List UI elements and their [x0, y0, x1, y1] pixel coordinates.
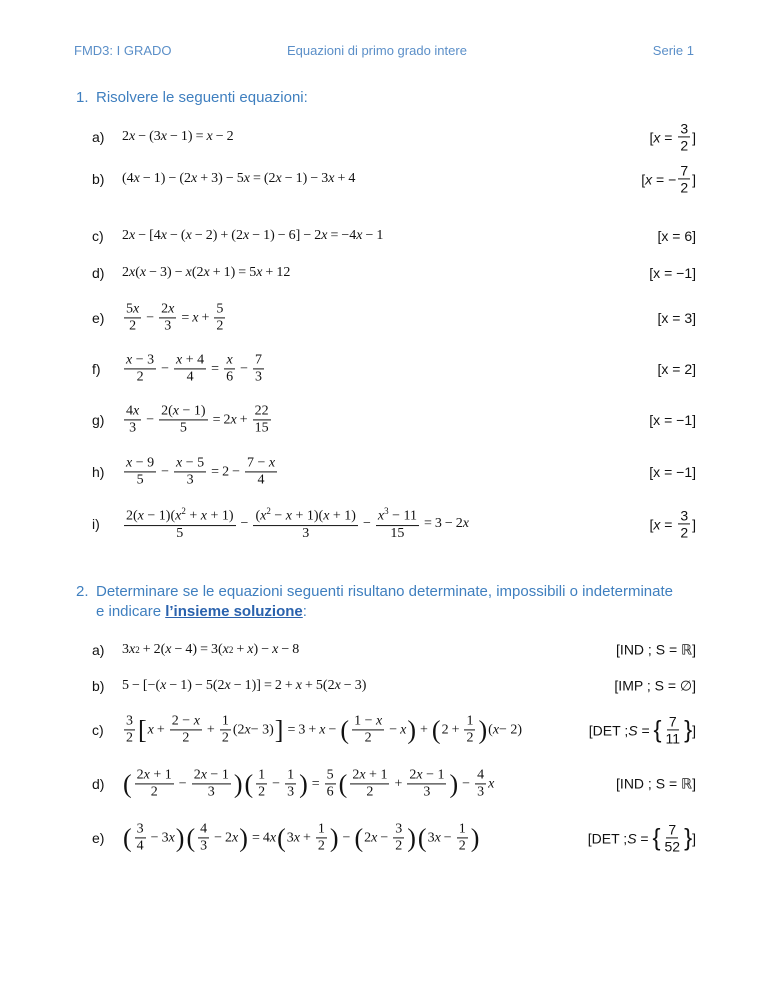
answer: [ x = 3 2 ] — [649, 507, 696, 541]
section-number: 1. — [76, 89, 89, 106]
answer: [IND ; S = ℝ] — [616, 641, 696, 658]
answer: [x = 6] — [657, 228, 696, 244]
exercise-label: a) — [92, 642, 105, 658]
answer: [IMP ; S = ∅] — [614, 677, 696, 694]
section-2-heading — [76, 582, 673, 622]
equation: $2(x - 1)(x^2 + x + 1)$ 5 − $\frac{(x^2 - x + 1)(x + 1)}{3}$ − $\frac{x^3 - 11}{15}$ = 3 − 2 x — [126, 506, 470, 541]
header-left: FMD3: I GRADO — [74, 43, 172, 58]
header-title: Equazioni di primo grado intere — [287, 43, 467, 58]
exercise-label: h) — [92, 464, 105, 480]
exercise-row — [92, 398, 696, 442]
equation: 3 x 2 + 2( x − 4) = 3( x 2 + x ) − x − 8 — [122, 642, 300, 657]
exercise-label: c) — [92, 228, 104, 244]
equation: 5 − [−( x − 1) − 5(2 x − 1)] = 2 + x + 5(2 x − 3) — [122, 678, 367, 693]
exercise-row — [92, 762, 696, 806]
exercise-label: b) — [92, 678, 105, 694]
exercise-label: i) — [92, 516, 100, 532]
exercise-row — [92, 708, 696, 752]
equation: x − 9 5 − $\frac{x - 5}{3}$ = 2 − $\frac{7 - x}{4}$ — [126, 455, 276, 488]
exercise-label: d) — [92, 265, 105, 281]
equation: 3 2 [ x + $\frac{2 - x}{2}$ + $\frac{1}{2}$ (2 x − 3) ] = 3 + x − ( 1 − x 2 − x ) + ( 2 + $\frac{1}{2}$ ) ( x − 2) — [126, 713, 523, 746]
section-title: Risolvere le seguenti equazioni: — [96, 89, 308, 106]
answer: [x = −1] — [649, 265, 696, 281]
header-right: Serie 1 — [652, 43, 694, 58]
exercise-row — [92, 296, 696, 340]
section-title: Determinare se le equazioni seguenti risultano determinate, impossibili o indeterminate — [96, 583, 673, 600]
exercise-label: c) — [92, 722, 104, 738]
exercise-label: b) — [92, 171, 105, 187]
answer: [x = 2] — [657, 361, 696, 377]
answer: [DET ; S = { 7 11 } ] — [588, 713, 696, 747]
equation: 2 x − (3 x − 1) = x − 2 — [122, 129, 234, 144]
exercise-row — [92, 816, 696, 860]
equation: (4 x − 1) − (2 x + 3) − 5 x = (2 x − 1) − 3 x + 4 — [122, 171, 356, 186]
section-number: 2. — [76, 583, 89, 600]
exercise-label: e) — [92, 310, 105, 326]
equation: ( 3 4 − 3 x ) ( 4 3 − 2 x ) = 4 x ( 3 x + $\frac{1}{2}$ ) − ( 2 x − $\frac{3}{2}$ ) ( 3 x − $\frac{1}{2}$ ) — [123, 821, 480, 854]
answer: [x = 3] — [657, 310, 696, 326]
equation: ( 2x + 1 2 − $\frac{2x - 1}{3}$ ) ( 1 2 − $\frac{1}{3}$ ) = $\frac{5}{6}$ ( 2x + 1 2 + $\frac{2x - 1}{3}$ ) − $\frac{4}{3}$ x — [123, 767, 495, 800]
section-title-cont: e indicare — [96, 603, 166, 620]
exercise-label: a) — [92, 129, 105, 145]
answer: [ x = 3 2 ] — [649, 120, 696, 154]
answer: [DET ; S = { 7 52 } ] — [587, 821, 696, 855]
equation: x − 3 2 − $\frac{x + 4}{4}$ = $\frac{x}{6}$ − $\frac{7}{3}$ — [126, 352, 262, 385]
exercise-row — [92, 502, 696, 546]
exercise-row — [92, 115, 696, 159]
equation: 2 x − [4 x − ( x − 2) + (2 x − 1) − 6] − 2 x = −4 x − 1 — [122, 228, 384, 243]
exercise-label: g) — [92, 412, 105, 428]
solution-set-link[interactable]: l’insieme soluzione — [165, 603, 303, 620]
section-title-colon: : — [302, 603, 307, 620]
answer: [ x = − 7 2 ] — [641, 162, 696, 196]
equation: 2 x ( x − 3) − x (2 x + 1) = 5 x + 12 — [122, 265, 291, 280]
answer: [x = −1] — [649, 412, 696, 428]
exercise-row — [92, 664, 696, 708]
equation: 4x 3 − $\frac{2(x - 1)}{5}$ = 2 x + $\frac{22}{15}$ — [126, 403, 269, 436]
exercise-row — [92, 157, 696, 201]
exercise-row — [92, 251, 696, 295]
equation: 5x 2 − $\frac{2x}{3}$ = x + $\frac{5}{2}$ — [126, 301, 224, 334]
answer: [x = −1] — [649, 464, 696, 480]
exercise-label: e) — [92, 830, 105, 846]
answer: [IND ; S = ℝ] — [616, 775, 696, 792]
section-1-heading — [76, 88, 308, 108]
exercise-row — [92, 347, 696, 391]
exercise-label: d) — [92, 776, 105, 792]
exercise-label: f) — [92, 361, 101, 377]
exercise-row — [92, 450, 696, 494]
